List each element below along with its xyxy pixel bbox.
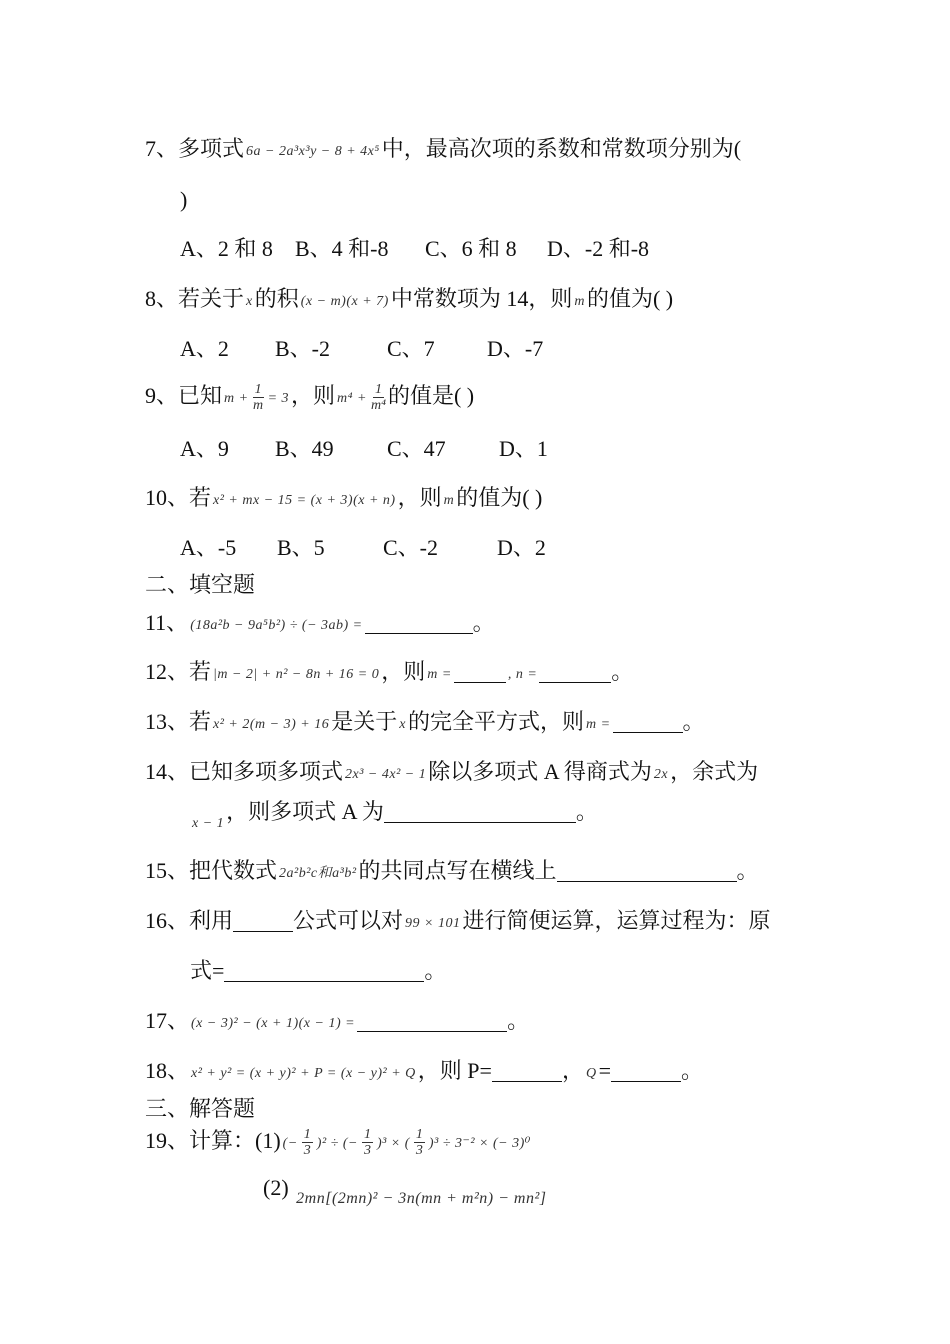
q14-number-label: 14、已知多项多项式	[145, 759, 344, 784]
q10-options	[180, 533, 546, 563]
q13-text-square: 的完全平方式，则	[407, 709, 584, 734]
q16-formula-blank[interactable]	[233, 909, 293, 932]
q18-p-label: ，则 P=	[417, 1058, 492, 1083]
q9-fraction-2-numerator: 1	[374, 382, 382, 398]
q11-expression: (18a²b − 9a⁵b²) ÷ (− 3ab) =	[190, 618, 363, 633]
question-19-part-2	[263, 1173, 548, 1214]
question-16	[145, 906, 771, 939]
q7-option-d[interactable]: D、-2 和-8	[547, 236, 650, 261]
q8-product-expression: (x − m)(x + 7)	[300, 294, 389, 309]
question-8	[145, 284, 673, 317]
q9-fraction-1	[253, 382, 264, 413]
q17-expression: (x − 3)² − (x + 1)(x − 1) =	[191, 1016, 356, 1031]
q14-dividend: 2x³ − 4x² − 1	[345, 767, 427, 782]
q9-fraction-2	[371, 382, 386, 413]
q9-fraction-1-denominator: m	[253, 398, 264, 414]
q18-equation: x² + y² = (x + y)² + P = (x − y)² + Q	[191, 1066, 416, 1081]
q19-fraction-2-numerator: 1	[363, 1127, 371, 1143]
q8-text-product: 的积	[254, 286, 299, 311]
question-13	[145, 707, 705, 740]
q19-part-1-label: (1)	[255, 1128, 281, 1153]
q10-option-d[interactable]: D、2	[497, 535, 546, 560]
q7-option-c[interactable]: C、6 和 8	[425, 236, 517, 261]
q8-question-text: 中常数项为 14，则	[390, 286, 573, 311]
q9-number-label: 9、已知	[145, 383, 223, 408]
q18-var-q: Q	[585, 1066, 597, 1081]
q18-period: 。	[681, 1058, 704, 1083]
q9-fraction-2-denominator: m⁴	[370, 398, 386, 414]
q17-number-label: 17、	[145, 1008, 190, 1033]
q8-option-a[interactable]: A、2	[180, 336, 229, 361]
q10-option-a[interactable]: A、-5	[180, 535, 237, 560]
section-heading-fill-in: 二、填空题	[145, 572, 256, 597]
question-18	[145, 1056, 703, 1089]
q9-options	[180, 434, 548, 464]
q19-fraction-1-denominator: 3	[303, 1143, 311, 1159]
q8-tail-text: 的值为( )	[586, 286, 674, 311]
question-17	[145, 1006, 529, 1039]
q19-part-2-expression: 2mn[(2mn)² − 3n(mn + m²n) − mn²]	[296, 1190, 547, 1207]
q19-fraction-3-denominator: 3	[415, 1143, 423, 1159]
q13-answer-blank[interactable]	[613, 710, 683, 733]
question-9	[145, 381, 474, 414]
q16-text-formula: 公式可以对	[293, 908, 404, 933]
question-16-line-2	[190, 956, 446, 986]
q9-option-c[interactable]: C、47	[387, 436, 446, 461]
q12-n-label: n =	[515, 667, 538, 682]
q17-answer-blank[interactable]	[357, 1009, 507, 1032]
q8-number-label: 8、若关于	[145, 286, 245, 311]
q16-question-text: 进行简便运算，运算过程为：原	[462, 908, 771, 933]
q18-separator: ，	[561, 1058, 584, 1083]
q16-period: 。	[424, 958, 447, 983]
q12-n-answer-blank[interactable]	[539, 660, 611, 683]
q10-tail-text: 的值为( )	[456, 485, 543, 510]
q19-part-1-end: )³ ÷ 3⁻² × (− 3)⁰	[428, 1136, 531, 1151]
q10-text-then: ，则	[397, 485, 442, 510]
q9-expr1-lead: m +	[224, 391, 249, 406]
question-15	[145, 856, 759, 889]
q16-original-label: 式=	[190, 958, 225, 983]
question-14	[145, 757, 758, 790]
q7-close-paren: )	[180, 187, 188, 212]
q9-expr1-value: = 3	[267, 391, 290, 406]
q10-equation: x² + mx − 15 = (x + 3)(x + n)	[213, 493, 396, 508]
q14-text-answer: ，则多项式 A 为	[226, 799, 384, 824]
q19-part-1-mid-2: )³ × (	[376, 1136, 410, 1151]
q15-number-label: 15、把代数式	[145, 858, 278, 883]
q12-text-then: ，则	[381, 659, 426, 684]
question-7	[145, 134, 741, 167]
q17-period: 。	[507, 1008, 530, 1033]
q14-text-remainder: ，余式为	[670, 759, 759, 784]
q13-number-label: 13、若	[145, 709, 212, 734]
q19-part-1-open: (−	[282, 1136, 298, 1151]
q14-remainder: x − 1	[192, 816, 225, 831]
q18-equals: =	[598, 1058, 611, 1083]
q15-question-text: 的共同点写在横线上	[358, 858, 557, 883]
q7-question-text: 中，最高次项的系数和常数项分别为(	[381, 136, 742, 161]
q10-option-b[interactable]: B、5	[277, 535, 325, 560]
q14-period: 。	[575, 799, 598, 824]
q7-polynomial: 6a − 2a³x³y − 8 + 4x⁵	[246, 144, 380, 159]
q7-option-b[interactable]: B、4 和-8	[295, 236, 389, 261]
q16-process-blank[interactable]	[224, 959, 424, 982]
q12-number-label: 12、若	[145, 659, 212, 684]
q13-var-x: x	[399, 717, 406, 732]
q9-option-a[interactable]: A、9	[180, 436, 229, 461]
question-14-line-2	[190, 797, 598, 839]
q8-option-b[interactable]: B、-2	[275, 336, 331, 361]
q12-period: 。	[611, 659, 634, 684]
q12-equation: |m − 2| + n² − 8n + 16 = 0	[213, 667, 380, 682]
q8-options	[180, 334, 543, 364]
q14-answer-blank[interactable]	[384, 800, 576, 823]
q11-period: 。	[472, 610, 495, 635]
q9-tail-text: 的值是( )	[387, 383, 475, 408]
q19-fraction-1	[302, 1127, 313, 1158]
q19-fraction-1-numerator: 1	[303, 1127, 311, 1143]
q10-option-c[interactable]: C、-2	[383, 535, 439, 560]
q13-period: 。	[682, 709, 705, 734]
q15-expressions: 2a²b²c和a³b²	[279, 866, 357, 881]
q8-option-c[interactable]: C、7	[387, 336, 435, 361]
q7-option-a[interactable]: A、2 和 8	[180, 236, 273, 261]
q11-answer-blank[interactable]	[365, 611, 473, 634]
q18-p-answer-blank[interactable]	[492, 1059, 562, 1082]
q18-q-answer-blank[interactable]	[611, 1059, 681, 1082]
q15-answer-blank[interactable]	[557, 859, 737, 882]
q8-option-d[interactable]: D、-7	[487, 336, 544, 361]
q13-text-about: 是关于	[331, 709, 398, 734]
q9-fraction-1-numerator: 1	[254, 382, 262, 398]
q19-fraction-3-numerator: 1	[415, 1127, 423, 1143]
q19-part-2-label: (2)	[263, 1175, 289, 1200]
question-10	[145, 483, 542, 516]
section-heading-answer: 三、解答题	[145, 1096, 256, 1121]
q16-product: 99 × 101	[405, 916, 461, 931]
q19-fraction-2-denominator: 3	[363, 1143, 371, 1159]
q14-quotient: 2x	[653, 767, 669, 782]
q14-text-divide: 除以多项式 A 得商式为	[428, 759, 652, 784]
q19-number-label: 19、计算：	[145, 1128, 256, 1153]
q15-period: 。	[736, 858, 759, 883]
q9-option-d[interactable]: D、1	[499, 436, 548, 461]
question-19	[145, 1126, 533, 1159]
q12-comma: ,	[507, 667, 512, 682]
q19-fraction-2	[362, 1127, 373, 1158]
q10-number-label: 10、若	[145, 485, 212, 510]
q7-number-label: 7、多项式	[145, 136, 245, 161]
q7-options	[180, 234, 649, 264]
question-11	[145, 608, 495, 641]
q8-var-m: m	[574, 294, 585, 309]
q8-var-x: x	[246, 294, 253, 309]
q10-var-m: m	[443, 493, 455, 508]
q13-expression: x² + 2(m − 3) + 16	[213, 717, 330, 732]
q9-text-then: ，则	[291, 383, 336, 408]
q11-number-label: 11、	[145, 610, 189, 635]
q9-expr2-lead: m⁴ +	[337, 391, 367, 406]
q19-fraction-3	[414, 1127, 425, 1158]
q12-m-label: m =	[427, 667, 452, 682]
q19-part-1-mid-1: )² ÷ (−	[316, 1136, 358, 1151]
q13-m-label: m =	[585, 717, 611, 732]
q16-number-label: 16、利用	[145, 908, 234, 933]
q18-number-label: 18、	[145, 1058, 190, 1083]
q9-option-b[interactable]: B、49	[275, 436, 334, 461]
question-12	[145, 657, 633, 690]
q12-m-answer-blank[interactable]	[454, 660, 506, 683]
